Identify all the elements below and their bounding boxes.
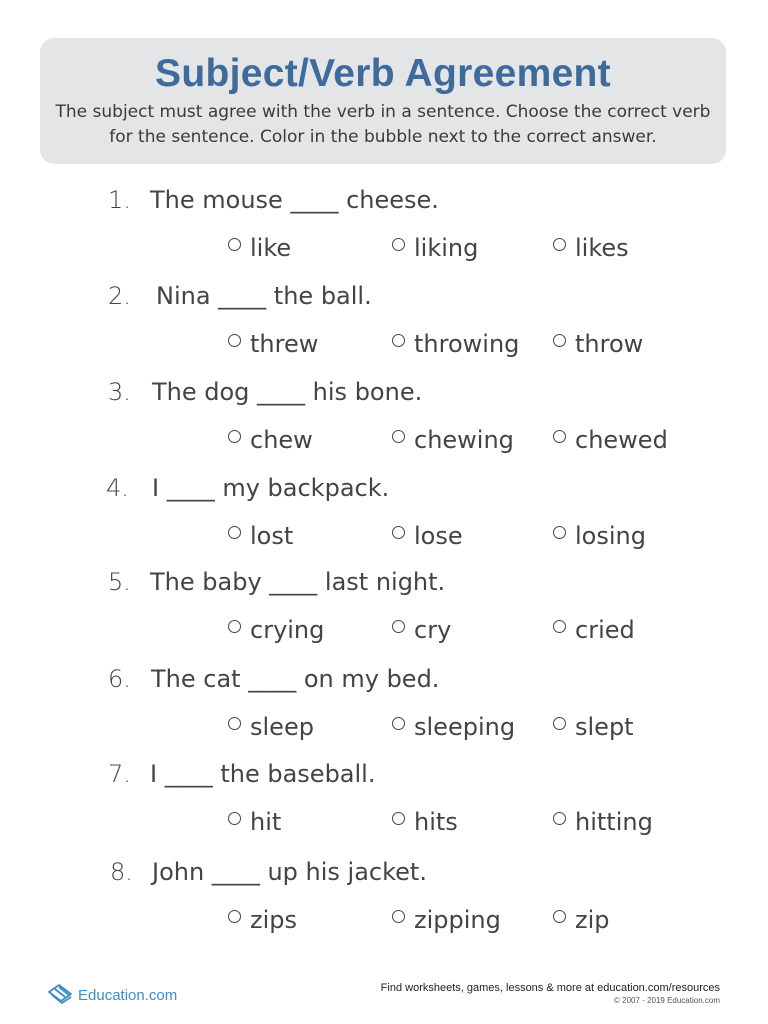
question-number: 2. <box>108 282 131 310</box>
question-text: The dog ____ his bone. <box>152 378 423 406</box>
bubble-icon[interactable] <box>228 717 241 730</box>
option-throwing[interactable] <box>392 330 519 358</box>
question-text: The mouse ____ cheese. <box>150 186 439 214</box>
bubble-icon[interactable] <box>228 910 241 923</box>
bubble-icon[interactable] <box>392 910 405 923</box>
option-label: zip <box>575 906 610 934</box>
question-5 <box>0 568 768 664</box>
option-label: lose <box>414 522 463 550</box>
option-sleeping[interactable] <box>392 713 515 741</box>
question-number: 3. <box>108 378 131 406</box>
option-label: lost <box>250 522 294 550</box>
question-number: 5. <box>108 568 131 596</box>
question-2 <box>0 282 768 378</box>
option-zips[interactable] <box>228 906 297 934</box>
option-chewed[interactable] <box>553 426 668 454</box>
bubble-icon[interactable] <box>392 717 405 730</box>
question-4 <box>0 474 768 570</box>
option-label: zipping <box>414 906 501 934</box>
question-text: John ____ up his jacket. <box>152 858 427 886</box>
option-hits[interactable] <box>392 808 458 836</box>
bubble-icon[interactable] <box>392 620 405 633</box>
bubble-icon[interactable] <box>392 526 405 539</box>
bubble-icon[interactable] <box>553 238 566 251</box>
option-label: hit <box>250 808 282 836</box>
option-label: hits <box>414 808 458 836</box>
footer-copyright: © 2007 - 2019 Education.com <box>614 996 720 1005</box>
bubble-icon[interactable] <box>553 430 566 443</box>
footer-info <box>381 982 720 1005</box>
question-8 <box>0 858 768 954</box>
bubble-icon[interactable] <box>228 430 241 443</box>
option-label: likes <box>575 234 629 262</box>
question-number: 1. <box>108 186 131 214</box>
footer-tagline: Find worksheets, games, lessons & more at education.com/resources <box>380 982 720 994</box>
option-label: cried <box>575 616 635 644</box>
option-zip[interactable] <box>553 906 610 934</box>
option-label: crying <box>250 616 325 644</box>
instructions <box>50 100 716 150</box>
option-label: chewing <box>414 426 514 454</box>
education-logo[interactable] <box>46 982 177 1008</box>
bubble-icon[interactable] <box>553 717 566 730</box>
bubble-icon[interactable] <box>553 620 566 633</box>
option-liking[interactable] <box>392 234 478 262</box>
education-logo-icon <box>46 982 74 1008</box>
header-box <box>40 38 726 164</box>
option-label: zips <box>250 906 298 934</box>
page-title: Subject/Verb Agreement <box>155 52 611 95</box>
question-number: 6. <box>108 665 131 693</box>
brand-name: Education.com <box>78 986 178 1004</box>
option-label: chewed <box>575 426 668 454</box>
option-losing[interactable] <box>553 522 646 550</box>
bubble-icon[interactable] <box>228 238 241 251</box>
option-label: throwing <box>414 330 520 358</box>
bubble-icon[interactable] <box>392 334 405 347</box>
option-zipping[interactable] <box>392 906 501 934</box>
option-lost[interactable] <box>228 522 293 550</box>
option-label: chew <box>250 426 313 454</box>
option-label: slept <box>575 713 634 741</box>
bubble-icon[interactable] <box>228 334 241 347</box>
question-6 <box>0 665 768 761</box>
instructions-line-1: The subject must agree with the verb in a sentence. Choose the correct verb <box>55 102 711 122</box>
option-label: cry <box>414 616 452 644</box>
option-like[interactable] <box>228 234 291 262</box>
question-number: 8. <box>110 858 133 886</box>
question-text: The baby ____ last night. <box>150 568 446 596</box>
bubble-icon[interactable] <box>553 812 566 825</box>
option-label: sleeping <box>414 713 516 741</box>
option-cried[interactable] <box>553 616 635 644</box>
option-label: throw <box>575 330 644 358</box>
question-text: Nina ____ the ball. <box>156 282 372 310</box>
bubble-icon[interactable] <box>392 430 405 443</box>
bubble-icon[interactable] <box>228 620 241 633</box>
option-label: liking <box>414 234 479 262</box>
option-sleep[interactable] <box>228 713 314 741</box>
option-likes[interactable] <box>553 234 629 262</box>
instructions-line-2: for the sentence. Color in the bubble next to the correct answer. <box>109 127 657 147</box>
option-crying[interactable] <box>228 616 324 644</box>
option-threw[interactable] <box>228 330 318 358</box>
bubble-icon[interactable] <box>392 812 405 825</box>
option-label: losing <box>575 522 646 550</box>
bubble-icon[interactable] <box>228 526 241 539</box>
option-chew[interactable] <box>228 426 313 454</box>
option-lose[interactable] <box>392 522 463 550</box>
option-label: sleep <box>250 713 314 741</box>
option-cry[interactable] <box>392 616 451 644</box>
option-label: like <box>250 234 292 262</box>
bubble-icon[interactable] <box>553 334 566 347</box>
option-hitting[interactable] <box>553 808 653 836</box>
question-3 <box>0 378 768 474</box>
question-number: 4. <box>106 474 129 502</box>
question-7 <box>0 760 768 856</box>
bubble-icon[interactable] <box>553 910 566 923</box>
option-slept[interactable] <box>553 713 634 741</box>
option-label: threw <box>250 330 319 358</box>
bubble-icon[interactable] <box>228 812 241 825</box>
bubble-icon[interactable] <box>553 526 566 539</box>
option-chewing[interactable] <box>392 426 514 454</box>
question-text: I ____ my backpack. <box>152 474 390 502</box>
bubble-icon[interactable] <box>392 238 405 251</box>
question-text: The cat ____ on my bed. <box>151 665 440 693</box>
question-number: 7. <box>108 760 131 788</box>
question-text: I ____ the baseball. <box>150 760 376 788</box>
option-label: hitting <box>575 808 653 836</box>
question-1 <box>0 186 768 282</box>
option-throw[interactable] <box>553 330 643 358</box>
option-hit[interactable] <box>228 808 281 836</box>
